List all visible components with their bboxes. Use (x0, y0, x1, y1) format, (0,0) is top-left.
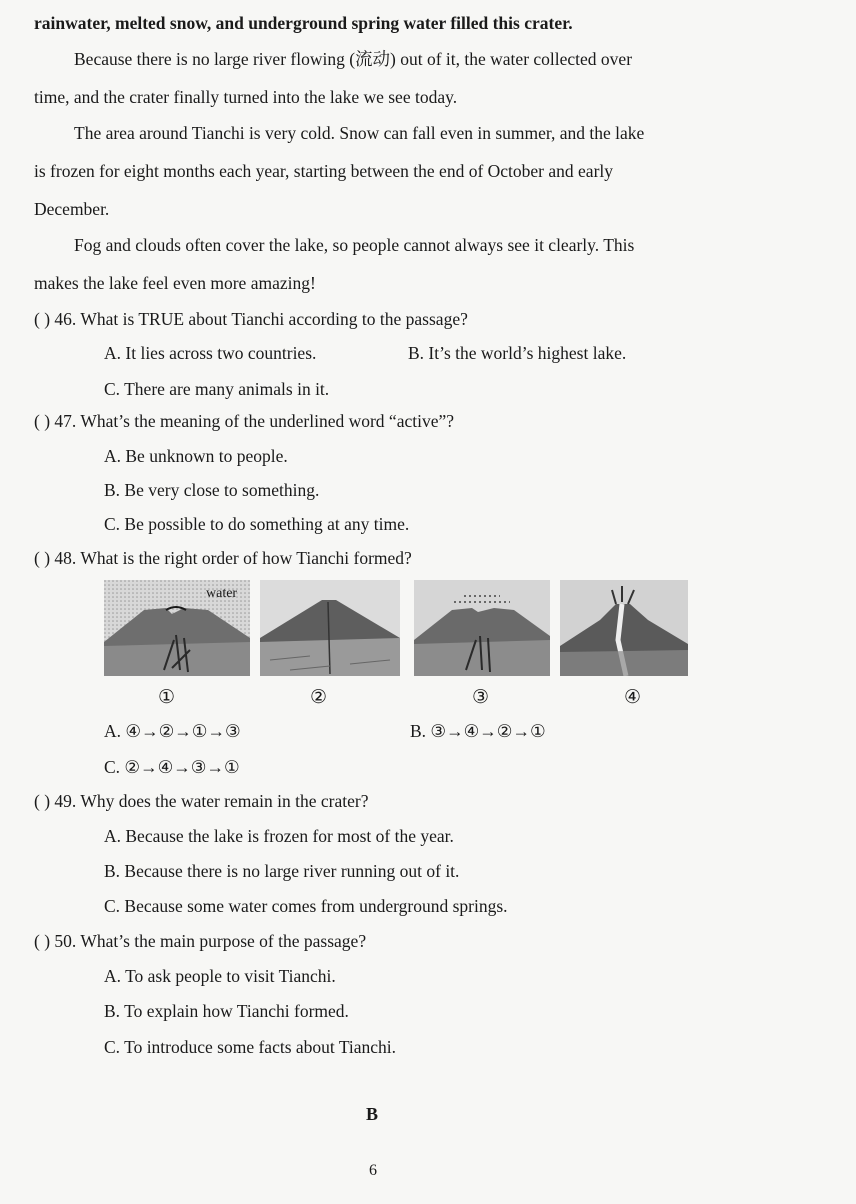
passage-line: makes the lake feel even more amazing! (34, 273, 316, 293)
figure-number: ② (310, 687, 328, 708)
option-a: A. ④→②→①→③ (104, 721, 241, 741)
option-c: C. To introduce some facts about Tianchi. (104, 1037, 397, 1057)
answer-paren[interactable]: ( ) (34, 548, 51, 568)
question-stem: 46. What is TRUE about Tianchi according to the passage? (54, 309, 468, 329)
option-c: C. There are many animals in it. (104, 379, 330, 399)
section-label: B (366, 1104, 379, 1124)
passage-line: December. (34, 199, 110, 219)
question-48 (34, 547, 412, 569)
figure-number: ① (158, 687, 176, 708)
answer-paren[interactable]: ( ) (34, 411, 51, 431)
option-c: C. ②→④→③→① (104, 757, 240, 777)
answer-paren[interactable]: ( ) (34, 791, 51, 811)
option-b: B. Because there is no large river running out of it. (104, 861, 460, 881)
question-stem: 47. What’s the meaning of the underlined word “active”? (54, 411, 455, 431)
option-b: B. It’s the world’s highest lake. (408, 343, 627, 363)
question-50 (34, 930, 366, 952)
figure-label-water: water (206, 586, 238, 601)
answer-paren[interactable]: ( ) (34, 309, 51, 329)
option-b: B. Be very close to something. (104, 480, 320, 500)
option-a: A. Be unknown to people. (104, 446, 288, 466)
passage-line: Fog and clouds often cover the lake, so people cannot always see it clearly. This (74, 235, 635, 255)
volcano-figure-3 (414, 580, 550, 676)
question-46 (34, 308, 468, 330)
option-a: A. It lies across two countries. (104, 343, 317, 363)
option-b: B. To explain how Tianchi formed. (104, 1001, 349, 1021)
passage-line: time, and the crater finally turned into the lake we see today. (34, 87, 458, 107)
passage-line: Because there is no large river flowing (流动) out of it, the water collected over (74, 49, 633, 69)
passage-line: rainwater, melted snow, and underground spring water filled this crater. (34, 13, 573, 33)
option-c: C. Because some water comes from underground springs. (104, 896, 508, 916)
passage-line: is frozen for eight months each year, starting between the end of October and early (34, 161, 614, 181)
question-stem: 49. Why does the water remain in the crater? (54, 791, 369, 811)
passage-line: The area around Tianchi is very cold. Snow can fall even in summer, and the lake (74, 123, 645, 143)
question-49 (34, 790, 368, 812)
question-stem: 50. What’s the main purpose of the passage? (54, 931, 367, 951)
option-a: A. Because the lake is frozen for most of the year. (104, 826, 454, 846)
option-c: C. Be possible to do something at any time. (104, 514, 410, 534)
answer-paren[interactable]: ( ) (34, 931, 51, 951)
figure-number: ③ (472, 687, 490, 708)
volcano-figure-1 (104, 580, 250, 676)
question-47 (34, 410, 454, 432)
option-b: B. ③→④→②→① (410, 721, 546, 741)
figure-number: ④ (624, 687, 642, 708)
volcano-figure-4 (560, 580, 688, 676)
volcano-figure-2 (260, 580, 400, 676)
option-a: A. To ask people to visit Tianchi. (104, 966, 336, 986)
question-stem: 48. What is the right order of how Tianchi formed? (54, 548, 412, 568)
page-number: 6 (369, 1162, 377, 1179)
